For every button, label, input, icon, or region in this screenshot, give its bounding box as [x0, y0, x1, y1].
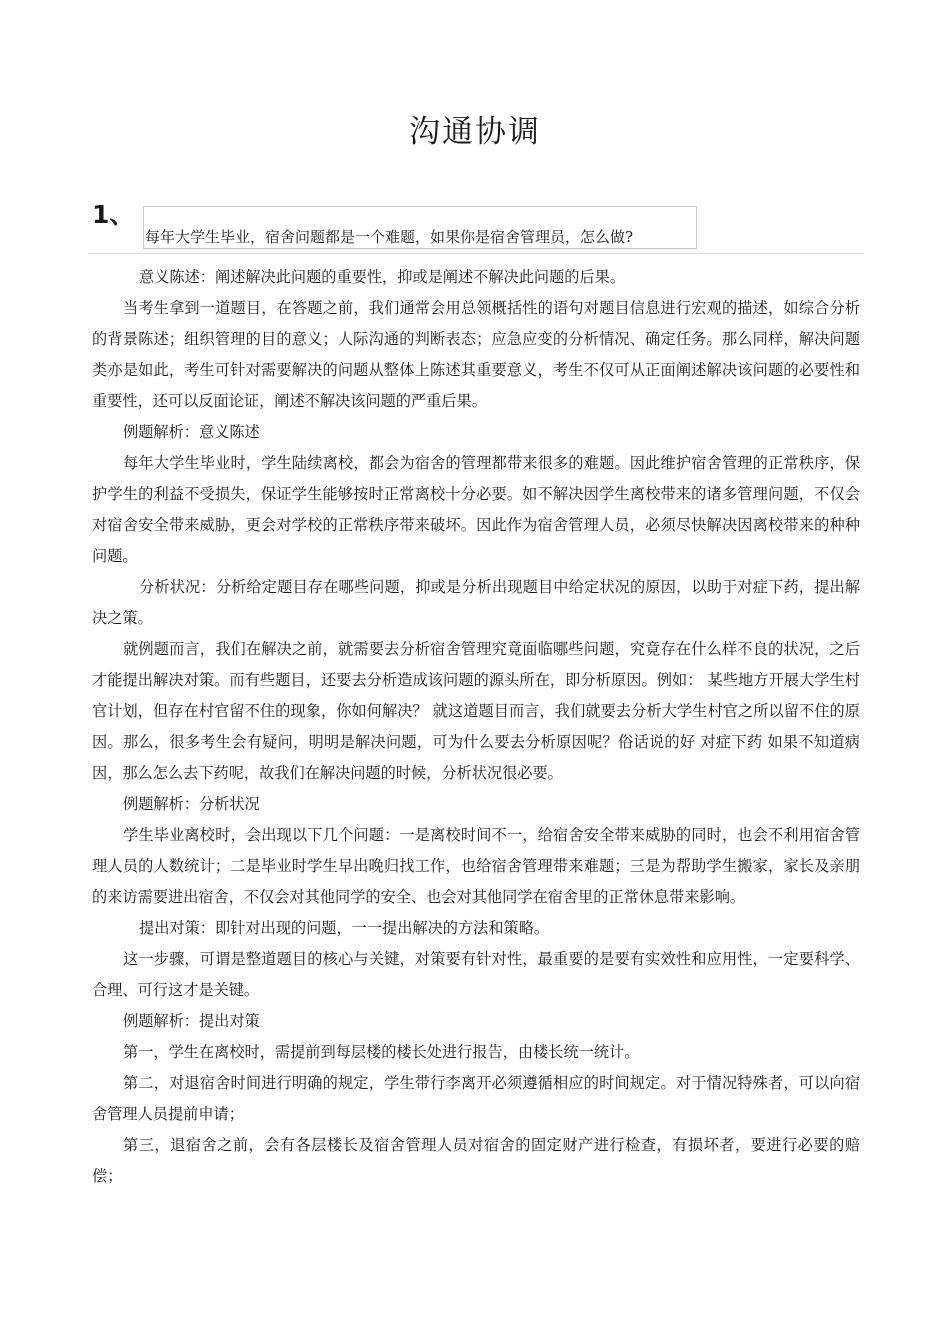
paragraph: 学生毕业离校时，会出现以下几个问题：一是离校时间不一，给宿舍安全带来威胁的同时，也会不利用宿舍管理人员的人数统计；二是毕业时学生早出晚归找工作，也给宿舍管理带来难题；三是为帮助学生搬家，家长及亲朋的来访需要进出宿舍，不仅会对其他同学的安全、也会对其他同学在宿舍里的正常休息带来影响。: [92, 826, 860, 906]
paragraph-analysis-heading: 分析状况：分析给定题目存在哪些问题，抑或是分析出现题目中给定状况的原因，以助于对症下药，提出解决之策。: [92, 578, 860, 627]
question-divider: [88, 253, 863, 254]
paragraph: 这一步骤，可谓是整道题目的核心与关键，对策要有针对性，最重要的是要有实效性和应用性，一定要科学、合理、可行这才是关键。: [92, 950, 860, 999]
example-heading-analysis: 例题解析：分析状况: [123, 795, 260, 813]
page-title: 沟通协调: [409, 114, 541, 150]
paragraph: 就例题而言，我们在解决之前，就需要去分析宿舍管理究竟面临哪些问题，究竟存在什么样不良的状况，之后才能提出解决对策。而有些题目，还要去分析造成该问题的源头所在，即分析原因。例如： 某些地方开展大学生村官计划，但存在村官留不住的现象，你如何解决？ 就这道题目而言，我们就要去分析大学生村官之所以留不住的原因。那么，很多考生会有疑问，明明是解决问题，可为什么要去分析原因呢？俗话说的好 对症下药 如果不知道病因，那么怎么去下药呢，故我们在解决问题的时候，分析状况很必要。: [92, 640, 860, 782]
question-text: 每年大学生毕业，宿舍问题都是一个难题，如果你是宿舍管理员，怎么做?: [145, 228, 634, 246]
paragraph: 每年大学生毕业时，学生陆续离校，都会为宿舍的管理都带来很多的难题。因此维护宿舍管理的正常秩序，保护学生的利益不受损失，保证学生能够按时正常离校十分必要。如不解决因学生离校带来的诸多管理问题，不仅会对宿舍安全带来威胁，更会对学校的正常秩序带来破坏。因此作为宿舍管理人员，必须尽快解决因离校带来的种种问题。: [92, 454, 860, 565]
example-heading-countermeasure: 例题解析：提出对策: [123, 1012, 260, 1030]
paragraph: 当考生拿到一道题目，在答题之前，我们通常会用总领概括性的语句对题目信息进行宏观的描述，如综合分析的背景陈述；组织管理的目的意义；人际沟通的判断表态；应急应变的分析情况、确定任务。那么同样，解决问题类亦是如此，考生可针对需要解决的问题从整体上陈述其重要意义，考生不仅可从正面阐述解决该问题的必要性和重要性，还可以反面论证，阐述不解决该问题的严重后果。: [92, 299, 860, 410]
question-number: 1、: [92, 200, 135, 229]
example-heading-meaning: 例题解析：意义陈述: [123, 423, 260, 441]
paragraph-meaning-heading: 意义陈述：阐述解决此问题的重要性，抑或是阐述不解决此问题的后果。: [139, 268, 625, 286]
document-body: [92, 262, 860, 1192]
paragraph: 第三，退宿舍之前，会有各层楼长及宿舍管理人员对宿舍的固定财产进行检查，有损坏者，要进行必要的赔偿；: [92, 1136, 860, 1185]
paragraph-countermeasure-heading: 提出对策：即针对出现的问题，一一提出解决的方法和策略。: [139, 919, 550, 937]
paragraph: 第一，学生在离校时，需提前到每层楼的楼长处进行报告，由楼长统一统计。: [123, 1043, 640, 1061]
paragraph: 第二，对退宿舍时间进行明确的规定，学生带行李离开必须遵循相应的时间规定。对于情况特殊者，可以向宿舍管理人员提前申请；: [92, 1074, 860, 1123]
